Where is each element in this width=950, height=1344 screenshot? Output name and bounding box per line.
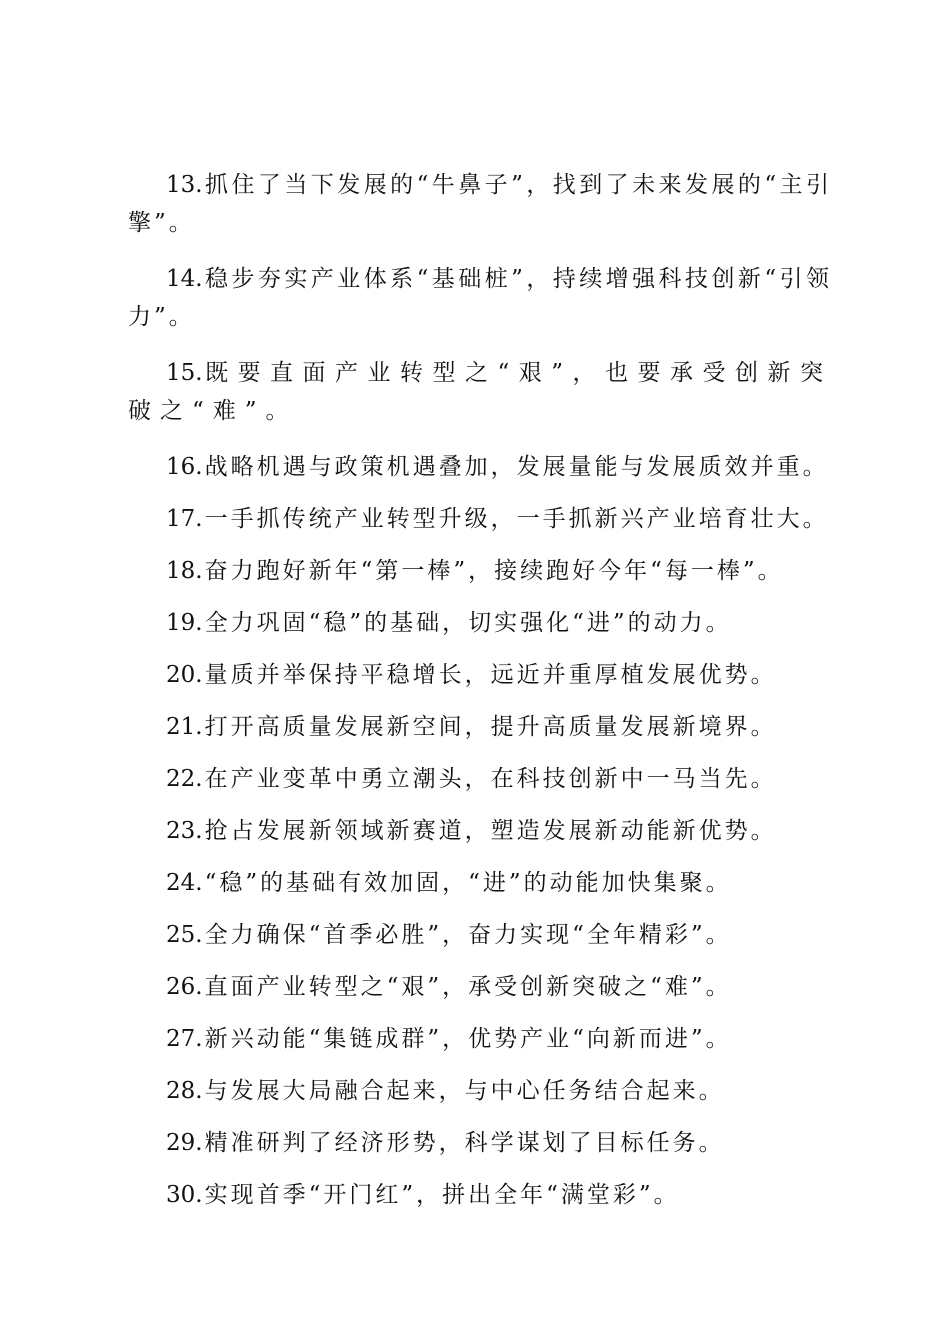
list-item [128,1176,832,1214]
list-item [128,656,832,694]
item-text: 全力巩固“稳”的基础，切实强化“进”的动力。 [204,610,732,636]
item-text: 与发展大局融合起来，与中心任务结合起来。 [204,1078,725,1104]
list-item [128,1072,832,1110]
item-number: 25. [166,922,203,948]
item-number: 27. [166,1026,203,1052]
list-item [128,354,832,430]
item-number: 21. [166,714,203,740]
list-item [128,708,832,746]
list-item [128,916,832,954]
item-number: 29. [166,1130,203,1156]
list-item [128,812,832,850]
item-number: 15. [166,360,203,386]
item-number: 17. [166,506,203,532]
item-text: “稳”的基础有效加固，“进”的动能加快集聚。 [204,870,732,896]
item-number: 30. [166,1182,203,1208]
item-text: 打开高质量发展新空间，提升高质量发展新境界。 [204,714,777,740]
item-text: 在产业变革中勇立潮头，在科技创新中一马当先。 [204,766,777,792]
item-number: 26. [166,974,203,1000]
item-number: 19. [166,610,203,636]
item-text: 一手抓传统产业转型升级，一手抓新兴产业培育壮大。 [204,506,829,532]
item-number: 18. [166,558,203,584]
list-item [128,760,832,798]
item-text: 抓住了当下发展的“牛鼻子”，找到了未来发展的“主引擎”。 [128,172,832,236]
item-text: 直面产业转型之“艰”，承受创新突破之“难”。 [204,974,732,1000]
list-item [128,166,832,242]
item-text: 全力确保“首季必胜”，奋力实现“全年精彩”。 [204,922,732,948]
item-number: 14. [166,266,203,292]
item-number: 24. [166,870,203,896]
document-body [128,166,832,1228]
item-number: 22. [166,766,203,792]
item-text: 奋力跑好新年“第一棒”，接续跑好今年“每一棒”。 [204,558,784,584]
list-item [128,1020,832,1058]
item-text: 既要直面产业转型之“艰”，也要承受创新突破之“难”。 [128,360,832,424]
item-text: 稳步夯实产业体系“基础桩”，持续增强科技创新“引领力”。 [128,266,832,330]
item-text: 实现首季“开门红”，拼出全年“满堂彩”。 [204,1182,680,1208]
list-item [128,1124,832,1162]
item-text: 精准研判了经济形势，科学谋划了目标任务。 [204,1130,725,1156]
item-number: 13. [166,172,203,198]
list-item [128,552,832,590]
list-item [128,448,832,486]
item-text: 量质并举保持平稳增长，远近并重厚植发展优势。 [204,662,777,688]
list-item [128,500,832,538]
item-text: 抢占发展新领域新赛道，塑造发展新动能新优势。 [204,818,777,844]
list-item [128,968,832,1006]
item-text: 新兴动能“集链成群”，优势产业“向新而进”。 [204,1026,732,1052]
item-number: 28. [166,1078,203,1104]
item-text: 战略机遇与政策机遇叠加，发展量能与发展质效并重。 [204,454,829,480]
item-number: 20. [166,662,203,688]
list-item [128,604,832,642]
item-number: 23. [166,818,203,844]
item-number: 16. [166,454,203,480]
list-item [128,260,832,336]
list-item [128,864,832,902]
